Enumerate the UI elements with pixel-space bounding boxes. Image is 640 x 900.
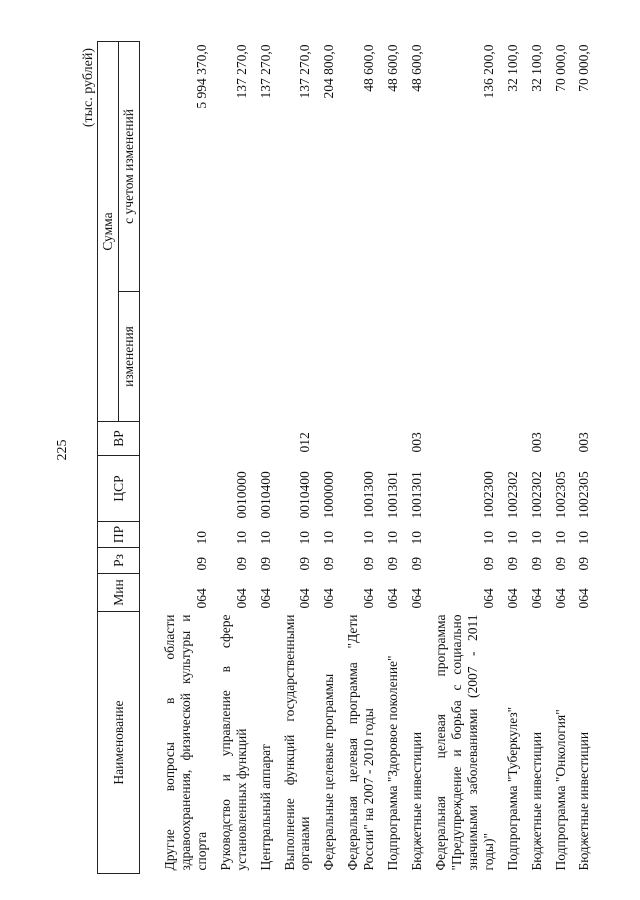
table-row [405,41,429,873]
row-name-cell: Бюджетные инвестиции [528,731,544,871]
row-name-cell: Федеральная целевая программа "Предупреждение и борьба с социально значимыми заболеваниями (2007 - 2011 годы)" [432,614,496,871]
row-rz-cell: 09 [576,557,592,571]
row-vr-cell [549,422,573,456]
row-min-cell: 064 [576,588,592,609]
table-header [98,41,140,873]
row-with-changes-cell: 5 994 370,0 [193,44,209,109]
row-vr-cell [254,422,278,456]
table-row [525,41,549,873]
row-with-changes-cell: 204 800,0 [321,44,337,99]
row-name-cell: Бюджетные инвестиции [409,731,425,871]
row-changes-cell [254,292,278,422]
row-rz-cell: 09 [528,557,544,571]
row-vr-cell [501,422,525,456]
row-name-cell: Другие вопросы в области здравоохранения, физической культуры и спорта [162,614,209,871]
row-min-cell: 064 [409,588,425,609]
row-name-cell: Бюджетные инвестиции [576,731,592,871]
row-name-cell: Федеральные целевые программы [321,673,337,871]
row-csr-cell: 0010400 [257,471,273,519]
row-pr-cell: 10 [504,531,520,545]
row-rz-cell: 09 [361,557,377,571]
row-name-cell: Центральный аппарат [257,744,273,871]
row-min-cell: 064 [193,588,209,609]
row-min-cell: 064 [504,588,520,609]
row-with-changes-cell: 137 270,0 [257,44,273,99]
table-row [214,41,254,873]
table-row [341,41,381,873]
row-rz-cell: 09 [552,557,568,571]
header-changes: изменения [119,292,140,422]
table-row [254,41,278,873]
header-sum: Сумма [98,41,119,421]
row-name-cell: Подпрограмма "Туберкулез" [504,706,520,871]
row-with-changes-cell: 32 100,0 [528,44,544,92]
header-csr: ЦСР [98,456,140,522]
row-csr-cell: 1001301 [385,471,401,519]
row-min-cell: 064 [321,588,337,609]
row-csr-cell: 1002305 [576,471,592,519]
row-min-cell: 064 [385,588,401,609]
row-with-changes-cell: 48 600,0 [385,44,401,92]
row-pr-cell: 10 [576,531,592,545]
units-label: (тыс. рублей) [81,48,96,128]
row-with-changes-cell: 48 600,0 [409,44,425,92]
row-vr-cell [381,422,405,456]
row-min-cell: 064 [297,588,313,609]
row-changes-cell [549,292,573,422]
row-with-changes-cell: 70 000,0 [576,44,592,92]
row-name-cell: Подпрограмма "Здоровое поколение" [385,655,401,871]
row-min-cell: 064 [233,588,249,609]
row-csr-cell: 1002302 [528,471,544,519]
table-row [381,41,405,873]
row-name-cell: Федеральная целевая программа "Дети России" на 2007 - 2010 годы [345,614,377,871]
row-name-cell: Подпрограмма "Онкология" [552,709,568,871]
header-name: Наименование [98,612,140,874]
row-changes-cell [158,292,214,422]
row-min-cell: 064 [361,588,377,609]
row-vr-cell [158,422,214,456]
table-row [278,41,318,873]
row-rz-cell: 09 [297,557,313,571]
row-pr-cell: 10 [552,531,568,545]
row-changes-cell [572,292,596,422]
row-rz-cell: 09 [233,557,249,571]
table-row [549,41,573,873]
table-row [501,41,525,873]
row-min-cell: 064 [552,588,568,609]
row-pr-cell: 10 [297,531,313,545]
row-changes-cell [405,292,429,422]
row-min-cell: 064 [257,588,273,609]
row-pr-cell: 10 [193,531,209,545]
row-csr-cell: 1002300 [480,471,496,519]
row-rz-cell: 09 [193,557,209,571]
row-name-cell: Выполнение функций государственными органами [281,614,313,871]
row-pr-cell: 10 [361,531,377,545]
row-rz-cell: 09 [504,557,520,571]
row-with-changes-cell: 136 200,0 [480,44,496,99]
row-rz-cell: 09 [480,557,496,571]
row-rz-cell: 09 [321,557,337,571]
row-changes-cell [317,292,341,422]
row-csr-cell [158,456,214,522]
row-changes-cell [341,292,381,422]
page-number: 225 [55,439,70,461]
row-pr-cell: 10 [528,531,544,545]
row-vr-cell: 003 [409,432,425,453]
row-csr-cell: 0010000 [233,471,249,519]
row-name-cell: Руководство и управление в сфере установленных функций [217,614,249,871]
row-pr-cell: 10 [233,531,249,545]
row-pr-cell: 10 [480,531,496,545]
header-min: Мин [98,574,140,612]
header-vr: ВР [98,422,140,456]
row-pr-cell: 10 [321,531,337,545]
row-changes-cell [381,292,405,422]
row-with-changes-cell: 70 000,0 [552,44,568,92]
row-with-changes-cell: 48 600,0 [361,44,377,92]
budget-table [97,41,596,874]
row-csr-cell: 1001300 [361,471,377,519]
row-vr-cell: 003 [576,432,592,453]
row-changes-cell [214,292,254,422]
table-body [140,41,597,873]
row-pr-cell: 10 [257,531,273,545]
row-changes-cell [429,292,501,422]
row-csr-cell: 0010400 [297,471,313,519]
table-row [572,41,596,873]
row-with-changes-cell: 32 100,0 [504,44,520,92]
row-csr-cell: 1000000 [321,471,337,519]
header-with-changes: с учетом изменений [119,41,140,291]
row-pr-cell: 10 [409,531,425,545]
row-changes-cell [278,292,318,422]
row-changes-cell [525,292,549,422]
row-csr-cell: 1002305 [552,471,568,519]
row-pr-cell: 10 [385,531,401,545]
row-vr-cell [341,422,381,456]
row-vr-cell [214,422,254,456]
row-csr-cell: 1002302 [504,471,520,519]
header-pr: ПР [98,522,140,548]
header-rz: Рз [98,548,140,574]
row-rz-cell: 09 [409,557,425,571]
row-vr-cell [429,422,501,456]
row-vr-cell [317,422,341,456]
table-row [317,41,341,873]
row-rz-cell: 09 [385,557,401,571]
table-row [429,41,501,873]
row-rz-cell: 09 [257,557,273,571]
rotated-page-content [75,40,615,880]
table-row [158,41,214,873]
row-min-cell: 064 [528,588,544,609]
row-min-cell: 064 [480,588,496,609]
row-with-changes-cell: 137 270,0 [233,44,249,99]
row-vr-cell: 003 [528,432,544,453]
row-with-changes-cell: 137 270,0 [297,44,313,99]
row-vr-cell: 012 [297,432,313,453]
row-changes-cell [501,292,525,422]
row-csr-cell: 1001301 [409,471,425,519]
